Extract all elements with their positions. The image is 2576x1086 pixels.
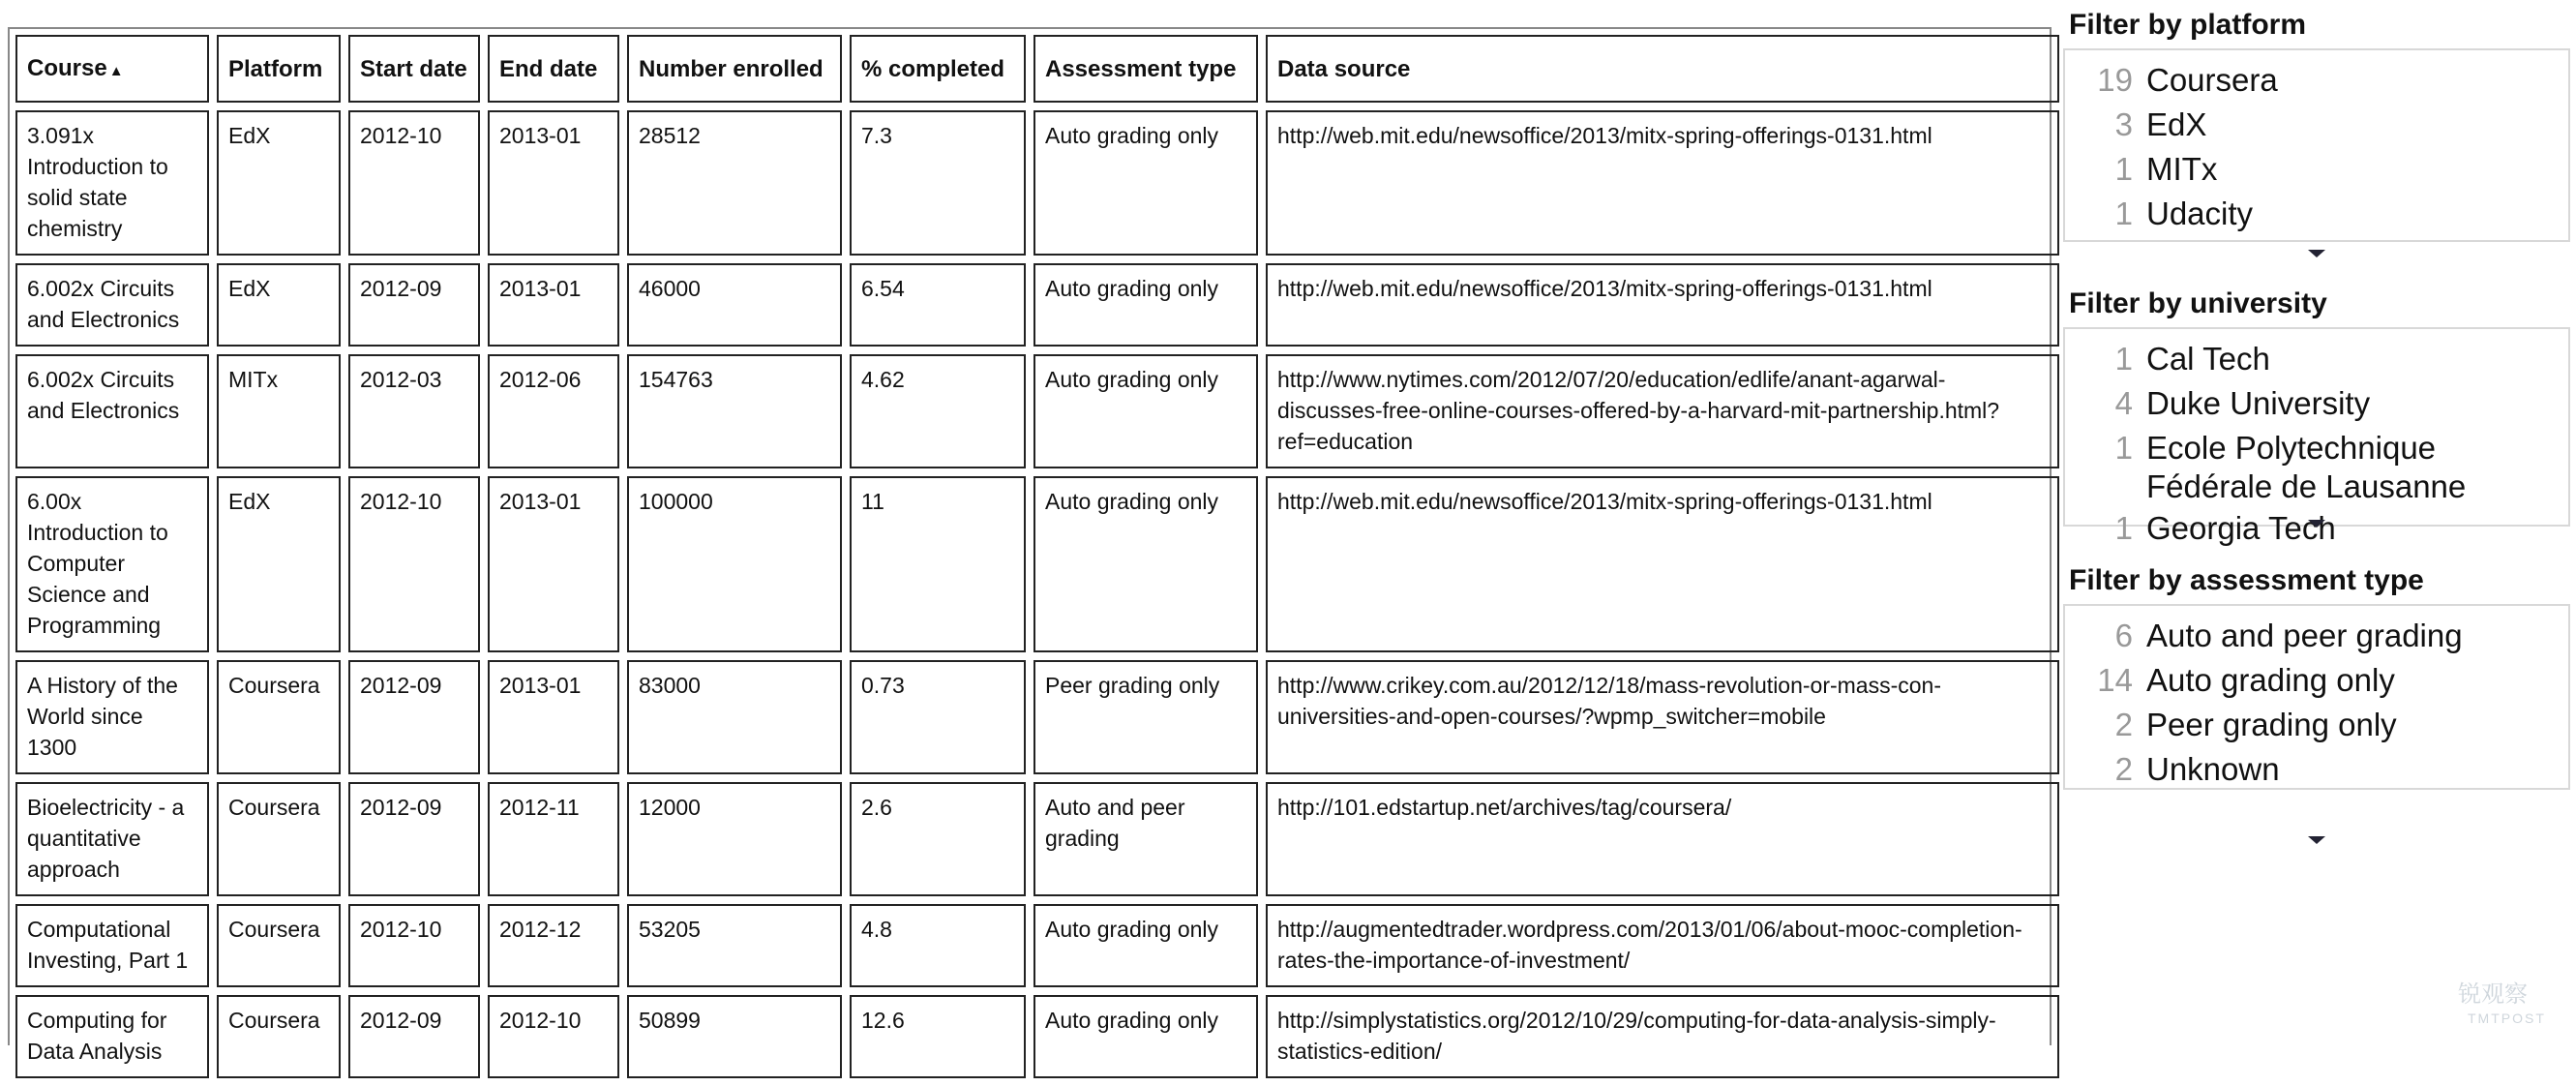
cell-end-date: 2013-01 — [488, 476, 619, 652]
cell-platform: Coursera — [217, 660, 341, 774]
cell-end-date: 2013-01 — [488, 110, 619, 256]
table-row — [15, 476, 2059, 652]
cell-start-date: 2012-09 — [348, 782, 480, 896]
column-header-number-enrolled[interactable]: Number enrolled — [627, 35, 842, 103]
cell-number-enrolled: 12000 — [627, 782, 842, 896]
watermark-logo: 锐观察 — [2458, 981, 2528, 1008]
filter-option-count: 2 — [2114, 751, 2133, 787]
cell-percent-completed: 4.62 — [850, 354, 1026, 468]
cell-assessment-type: Auto grading only — [1033, 904, 1258, 987]
cell-start-date: 2012-09 — [348, 995, 480, 1078]
sort-ascending-icon: ▲ — [108, 62, 124, 79]
cell-assessment-type: Auto grading only — [1033, 476, 1258, 652]
scroll-down-icon[interactable] — [2308, 250, 2325, 257]
filter-option-mitx[interactable] — [2065, 147, 2568, 192]
cell-platform: EdX — [217, 263, 341, 347]
filter-option-label: EdX — [2146, 106, 2207, 142]
cell-course: 6.00x Introduction to Computer Science and Programming — [15, 476, 209, 652]
watermark-subtext: TMTPOST — [2468, 1011, 2546, 1026]
cell-end-date: 2013-01 — [488, 263, 619, 347]
cell-percent-completed: 12.6 — [850, 995, 1026, 1078]
column-header-end-date[interactable]: End date — [488, 35, 619, 103]
filter-option-count: 14 — [2097, 662, 2133, 698]
cell-data-source: http://101.edstartup.net/archives/tag/coursera/ — [1266, 782, 2059, 896]
cell-percent-completed: 4.8 — [850, 904, 1026, 987]
cell-percent-completed: 11 — [850, 476, 1026, 652]
filter-option-cal-tech[interactable] — [2065, 337, 2568, 381]
cell-course: Computing for Data Analysis — [15, 995, 209, 1078]
filter-option-unknown[interactable] — [2065, 747, 2568, 792]
filter-option-label: Ecole Polytechnique Fédérale de Lausanne — [2146, 430, 2467, 504]
table-body — [15, 110, 2059, 1078]
cell-number-enrolled: 46000 — [627, 263, 842, 347]
cell-assessment-type: Auto grading only — [1033, 354, 1258, 468]
column-header-start-date[interactable]: Start date — [348, 35, 480, 103]
cell-assessment-type: Auto grading only — [1033, 995, 1258, 1078]
filter-option-label: Auto grading only — [2146, 662, 2395, 698]
table-row — [15, 782, 2059, 896]
cell-percent-completed: 0.73 — [850, 660, 1026, 774]
table-row — [15, 263, 2059, 347]
cell-end-date: 2012-06 — [488, 354, 619, 468]
filter-option-label: Unknown — [2146, 751, 2280, 787]
cell-platform: Coursera — [217, 995, 341, 1078]
filter-option-edx[interactable] — [2065, 103, 2568, 147]
cell-course: A History of the World since 1300 — [15, 660, 209, 774]
cell-data-source: http://www.nytimes.com/2012/07/20/education/edlife/anant-agarwal-discusses-free-online-courses-offered-by-a-harvard-mit-partnership.html?ref=education — [1266, 354, 2059, 468]
filter-option-count: 1 — [2114, 151, 2133, 187]
filter-university-list[interactable] — [2063, 327, 2570, 546]
cell-percent-completed: 2.6 — [850, 782, 1026, 896]
cell-end-date: 2012-12 — [488, 904, 619, 987]
cell-percent-completed: 6.54 — [850, 263, 1026, 347]
filter-option-label: Georgia Tech — [2146, 510, 2336, 546]
cell-number-enrolled: 28512 — [627, 110, 842, 256]
cell-start-date: 2012-09 — [348, 660, 480, 774]
filter-option-label: Udacity — [2146, 196, 2254, 231]
cell-platform: Coursera — [217, 904, 341, 987]
filter-assessment-list[interactable] — [2063, 604, 2570, 790]
cell-data-source: http://web.mit.edu/newsoffice/2013/mitx-spring-offerings-0131.html — [1266, 263, 2059, 347]
filter-option-auto-grading-only[interactable] — [2065, 658, 2568, 703]
filter-assessment-title: Filter by assessment type — [2069, 564, 2424, 596]
cell-course: 6.002x Circuits and Electronics — [15, 263, 209, 347]
cell-data-source: http://simplystatistics.org/2012/10/29/computing-for-data-analysis-simply-statistics-edition/ — [1266, 995, 2059, 1078]
table-row — [15, 110, 2059, 256]
column-header-percent-completed[interactable]: % completed — [850, 35, 1026, 103]
filter-option-label: Peer grading only — [2146, 707, 2397, 742]
cell-number-enrolled: 83000 — [627, 660, 842, 774]
table-row — [15, 354, 2059, 468]
cell-assessment-type: Auto and peer grading — [1033, 782, 1258, 896]
table-row — [15, 904, 2059, 987]
filter-platform-title: Filter by platform — [2069, 9, 2307, 41]
cell-assessment-type: Peer grading only — [1033, 660, 1258, 774]
filter-option-count: 19 — [2097, 62, 2133, 98]
column-header-data-source[interactable]: Data source — [1266, 35, 2059, 103]
cell-data-source: http://www.crikey.com.au/2012/12/18/mass-revolution-or-mass-con-universities-and-open-courses/?wpmp_switcher=mobile — [1266, 660, 2059, 774]
cell-number-enrolled: 53205 — [627, 904, 842, 987]
table-row — [15, 995, 2059, 1078]
cell-start-date: 2012-03 — [348, 354, 480, 468]
cell-data-source: http://augmentedtrader.wordpress.com/2013/01/06/about-mooc-completion-rates-the-importance-of-investment/ — [1266, 904, 2059, 987]
filter-option-peer-grading-only[interactable] — [2065, 703, 2568, 747]
scroll-down-icon[interactable] — [2308, 520, 2325, 528]
filter-option-udacity[interactable] — [2065, 192, 2568, 236]
cell-assessment-type: Auto grading only — [1033, 110, 1258, 256]
filter-option-count: 6 — [2114, 618, 2133, 653]
cell-number-enrolled: 100000 — [627, 476, 842, 652]
filter-option-count: 1 — [2114, 430, 2133, 466]
cell-platform: Coursera — [217, 782, 341, 896]
cell-percent-completed: 7.3 — [850, 110, 1026, 256]
cell-start-date: 2012-10 — [348, 110, 480, 256]
filter-university-title: Filter by university — [2069, 287, 2327, 319]
filter-platform-list[interactable] — [2063, 48, 2570, 242]
filter-option-count: 3 — [2114, 106, 2133, 142]
cell-end-date: 2012-11 — [488, 782, 619, 896]
cell-course: Computational Investing, Part 1 — [15, 904, 209, 987]
filter-option-duke-university[interactable] — [2065, 381, 2568, 426]
cell-end-date: 2012-10 — [488, 995, 619, 1078]
filter-option-count: 1 — [2114, 510, 2133, 546]
column-header-platform[interactable]: Platform — [217, 35, 341, 103]
cell-platform: EdX — [217, 476, 341, 652]
filter-option-auto-and-peer-grading[interactable] — [2065, 614, 2568, 658]
cell-start-date: 2012-09 — [348, 263, 480, 347]
cell-number-enrolled: 50899 — [627, 995, 842, 1078]
cell-platform: EdX — [217, 110, 341, 256]
cell-course: 3.091x Introduction to solid state chemistry — [15, 110, 209, 256]
table-row — [15, 660, 2059, 774]
column-header-course-label: Course — [27, 54, 107, 81]
filter-option-count: 4 — [2114, 385, 2133, 421]
column-header-assessment-type[interactable]: Assessment type — [1033, 35, 1258, 103]
cell-number-enrolled: 154763 — [627, 354, 842, 468]
cell-course: Bioelectricity - a quantitative approach — [15, 782, 209, 896]
filter-option-coursera[interactable] — [2065, 58, 2568, 103]
cell-data-source: http://web.mit.edu/newsoffice/2013/mitx-spring-offerings-0131.html — [1266, 110, 2059, 256]
courses-table-container — [8, 27, 2052, 1064]
table-header-row — [15, 35, 2059, 103]
filter-option-georgia-tech[interactable] — [2065, 506, 2568, 551]
filter-option-count: 2 — [2114, 707, 2133, 742]
cell-platform: MITx — [217, 354, 341, 468]
column-header-course[interactable] — [15, 35, 209, 103]
cell-data-source: http://web.mit.edu/newsoffice/2013/mitx-spring-offerings-0131.html — [1266, 476, 2059, 652]
filter-option-epfl[interactable] — [2065, 426, 2568, 506]
cell-start-date: 2012-10 — [348, 476, 480, 652]
filter-option-count: 1 — [2114, 341, 2133, 377]
cell-start-date: 2012-10 — [348, 904, 480, 987]
cell-end-date: 2013-01 — [488, 660, 619, 774]
scroll-down-icon[interactable] — [2308, 836, 2325, 844]
filter-option-label: Cal Tech — [2146, 341, 2270, 377]
filter-option-label: Duke University — [2146, 385, 2371, 421]
filter-option-label: MITx — [2146, 151, 2218, 187]
courses-table — [8, 27, 2067, 1086]
cell-course: 6.002x Circuits and Electronics — [15, 354, 209, 468]
filter-option-label: Coursera — [2146, 62, 2278, 98]
cell-assessment-type: Auto grading only — [1033, 263, 1258, 347]
filter-option-label: Auto and peer grading — [2146, 618, 2463, 653]
filter-option-count: 1 — [2114, 196, 2133, 231]
